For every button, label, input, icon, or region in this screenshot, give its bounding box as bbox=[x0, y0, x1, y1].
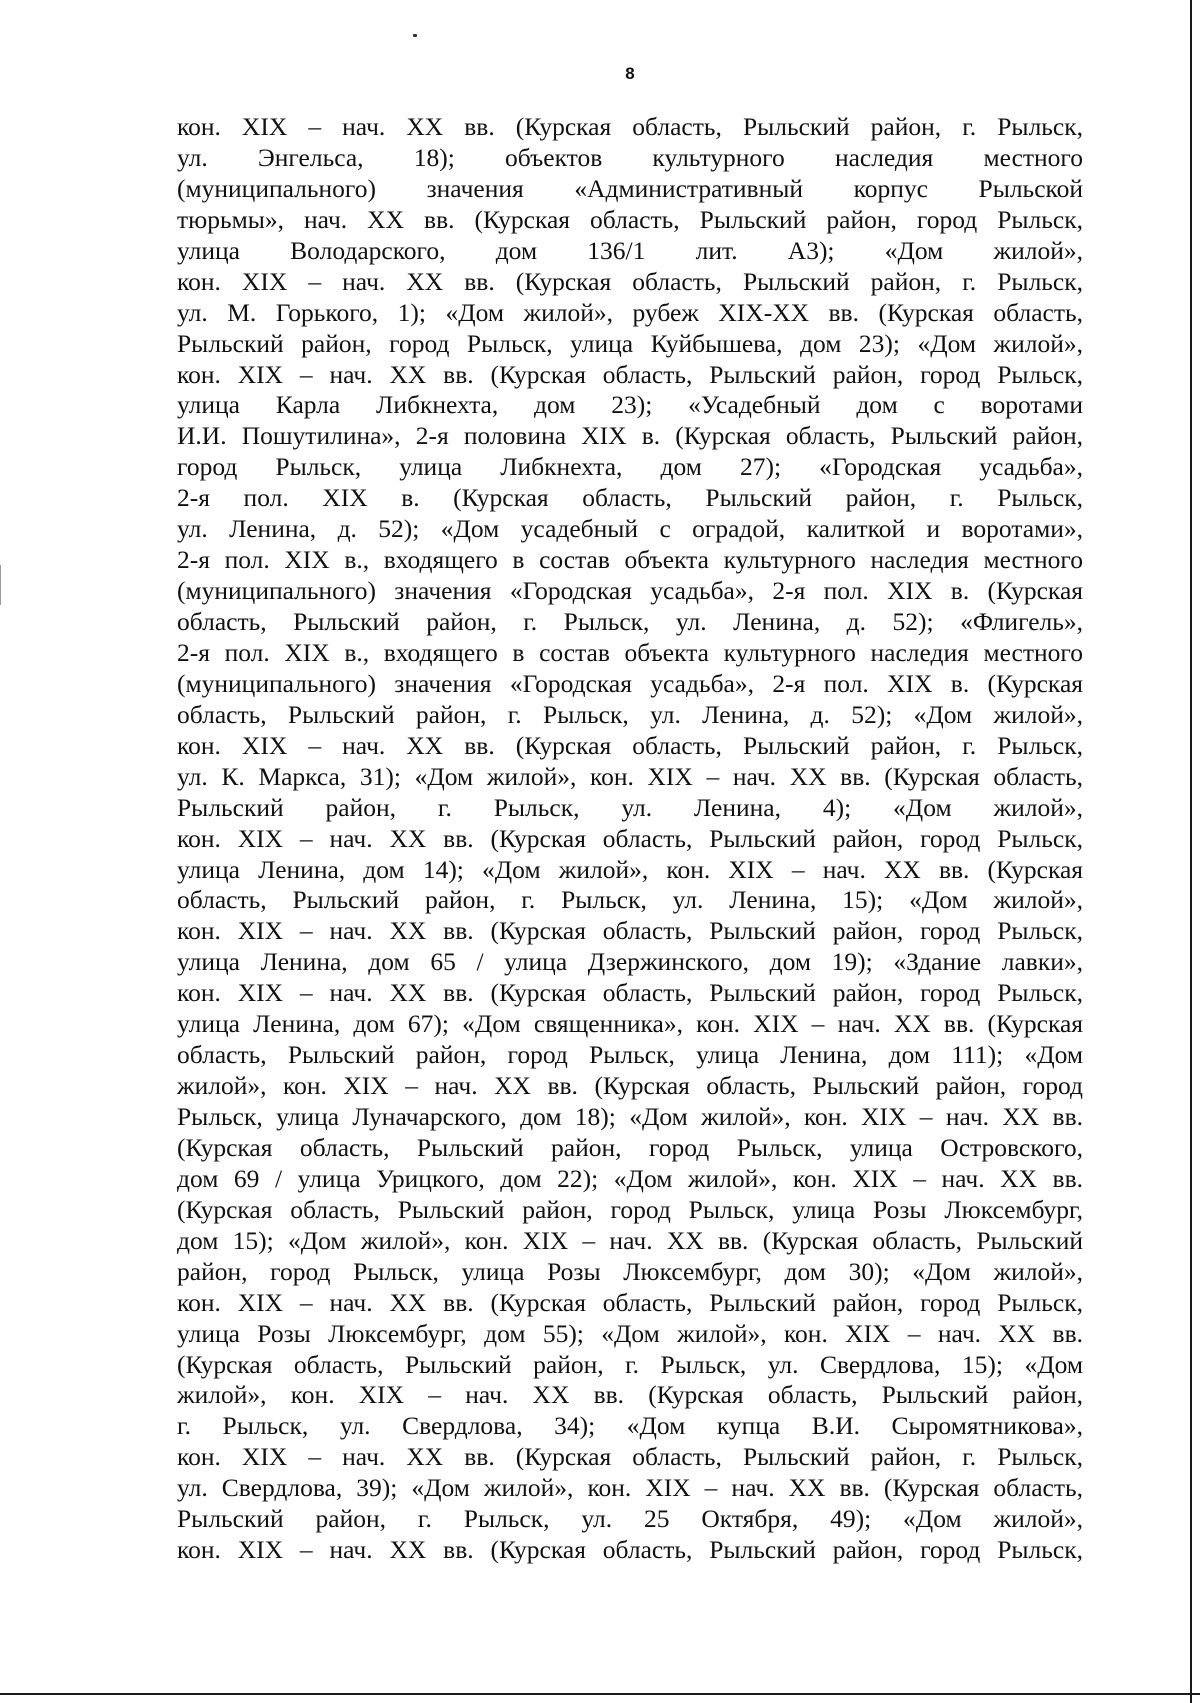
text-line: кон. XIX – нач. XX вв. (Курская область, Рыльский район, г. Рыльск, bbox=[177, 112, 1083, 141]
text-line: Рыльский район, г. Рыльск, ул. Ленина, 4); «Дом жилой», bbox=[177, 792, 1083, 822]
text-line: ул. Энгельса, 18); объектов культурного наследия местного bbox=[177, 142, 1083, 172]
text-line: г. Рыльск, ул. Свердлова, 34); «Дом купца В.И. Сыромятникова», bbox=[177, 1411, 1083, 1441]
text-line: (Курская область, Рыльский район, г. Рыльск, ул. Свердлова, 15); «Дом bbox=[177, 1349, 1083, 1379]
text-line: (муниципального) значения «Городская усадьба», 2-я пол. XIX в. (Курская bbox=[177, 668, 1083, 698]
text-line: (муниципального) значения «Городская усадьба», 2-я пол. XIX в. (Курская bbox=[177, 576, 1083, 606]
text-line: ул. Свердлова, 39); «Дом жилой», кон. XIX – нач. XX вв. (Курская область, bbox=[177, 1473, 1083, 1503]
text-line: кон. XIX – нач. XX вв. (Курская область, Рыльский район, город Рыльск, bbox=[177, 978, 1083, 1008]
text-line: кон. XIX – нач. XX вв. (Курская область, Рыльский район, город Рыльск, bbox=[177, 1535, 1083, 1565]
text-line: жилой», кон. XIX – нач. XX вв. (Курская область, Рыльский район, bbox=[177, 1380, 1083, 1410]
text-line: 2-я пол. XIX в., входящего в состав объекта культурного наследия местного bbox=[177, 545, 1083, 575]
text-line: область, Рыльский район, г. Рыльск, ул. Ленина, д. 52); «Дом жилой», bbox=[177, 699, 1083, 729]
text-line: улица Розы Люксембург, дом 55); «Дом жилой», кон. XIX – нач. XX вв. bbox=[177, 1318, 1083, 1348]
text-line: дом 69 / улица Урицкого, дом 22); «Дом жилой», кон. XIX – нач. XX вв. bbox=[177, 1163, 1083, 1193]
text-line: город Рыльск, улица Либкнехта, дом 27); «Городская усадьба», bbox=[177, 452, 1083, 482]
text-line: Рыльский район, г. Рыльск, ул. 25 Октября, 49); «Дом жилой», bbox=[177, 1504, 1083, 1534]
text-line: улица Ленина, дом 67); «Дом священника», кон. XIX – нач. XX вв. (Курская bbox=[177, 1009, 1083, 1039]
text-line: улица Володарского, дом 136/1 лит. А3); «Дом жилой», bbox=[177, 235, 1083, 265]
text-line: 2-я пол. XIX в. (Курская область, Рыльский район, г. Рыльск, bbox=[177, 483, 1083, 513]
text-line: Рыльск, улица Луначарского, дом 18); «Дом жилой», кон. XIX – нач. XX вв. bbox=[177, 1102, 1083, 1131]
text-line: тюрьмы», нач. XX вв. (Курская область, Рыльский район, город Рыльск, bbox=[177, 204, 1083, 234]
text-line: область, Рыльский район, г. Рыльск, ул. Ленина, 15); «Дом жилой», bbox=[177, 885, 1083, 915]
text-line: кон. XIX – нач. XX вв. (Курская область, Рыльский район, г. Рыльск, bbox=[177, 266, 1083, 296]
text-line: Рыльский район, город Рыльск, улица Куйбышева, дом 23); «Дом жилой», bbox=[177, 328, 1083, 358]
body-text bbox=[177, 112, 1083, 1566]
text-line: улица Карла Либкнехта, дом 23); «Усадебный дом с воротами bbox=[177, 390, 1083, 420]
text-line: улица Ленина, дом 65 / улица Дзержинского, дом 19); «Здание лавки», bbox=[177, 947, 1083, 977]
text-line: жилой», кон. XIX – нач. XX вв. (Курская область, Рыльский район, город bbox=[177, 1071, 1083, 1101]
text-line: область, Рыльский район, город Рыльск, улица Ленина, дом 111); «Дом bbox=[177, 1040, 1083, 1070]
scan-edge-right bbox=[1190, 0, 1192, 1703]
scan-speck bbox=[413, 34, 417, 37]
text-line: кон. XIX – нач. XX вв. (Курская область, Рыльский район, г. Рыльск, bbox=[177, 1442, 1083, 1472]
text-line: (муниципального) значения «Административный корпус Рыльской bbox=[177, 173, 1083, 203]
text-line: ул. К. Маркса, 31); «Дом жилой», кон. XIX – нач. XX вв. (Курская область, bbox=[177, 761, 1083, 791]
text-line: область, Рыльский район, г. Рыльск, ул. Ленина, д. 52); «Флигель», bbox=[177, 607, 1083, 636]
page-number: 8 bbox=[625, 64, 635, 83]
text-line: район, город Рыльск, улица Розы Люксембург, дом 30); «Дом жилой», bbox=[177, 1256, 1083, 1286]
text-line: (Курская область, Рыльский район, город Рыльск, улица Островского, bbox=[177, 1132, 1083, 1162]
scan-edge-bottom bbox=[0, 1693, 1200, 1695]
text-line: ул. М. Горького, 1); «Дом жилой», рубеж XIX-XX вв. (Курская область, bbox=[177, 297, 1083, 327]
text-line: кон. XIX – нач. XX вв. (Курская область, Рыльский район, город Рыльск, bbox=[177, 359, 1083, 389]
text-line: И.И. Пошутилина», 2-я половина XIX в. (Курская область, Рыльский район, bbox=[177, 421, 1083, 451]
text-line: 2-я пол. XIX в., входящего в состав объекта культурного наследия местного bbox=[177, 637, 1083, 667]
text-line: кон. XIX – нач. XX вв. (Курская область, Рыльский район, город Рыльск, bbox=[177, 1287, 1083, 1317]
text-line: ул. Ленина, д. 52); «Дом усадебный с оградой, калиткой и воротами», bbox=[177, 514, 1083, 544]
text-line: кон. XIX – нач. XX вв. (Курская область, Рыльский район, город Рыльск, bbox=[177, 823, 1083, 853]
text-line: улица Ленина, дом 14); «Дом жилой», кон. XIX – нач. XX вв. (Курская bbox=[177, 854, 1083, 884]
text-line: (Курская область, Рыльский район, город Рыльск, улица Розы Люксембург, bbox=[177, 1194, 1083, 1224]
text-line: кон. XIX – нач. XX вв. (Курская область, Рыльский район, г. Рыльск, bbox=[177, 730, 1083, 760]
text-line: кон. XIX – нач. XX вв. (Курская область, Рыльский район, город Рыльск, bbox=[177, 916, 1083, 946]
margin-mark bbox=[0, 565, 5, 605]
text-line: дом 15); «Дом жилой», кон. XIX – нач. XX вв. (Курская область, Рыльский bbox=[177, 1225, 1083, 1255]
